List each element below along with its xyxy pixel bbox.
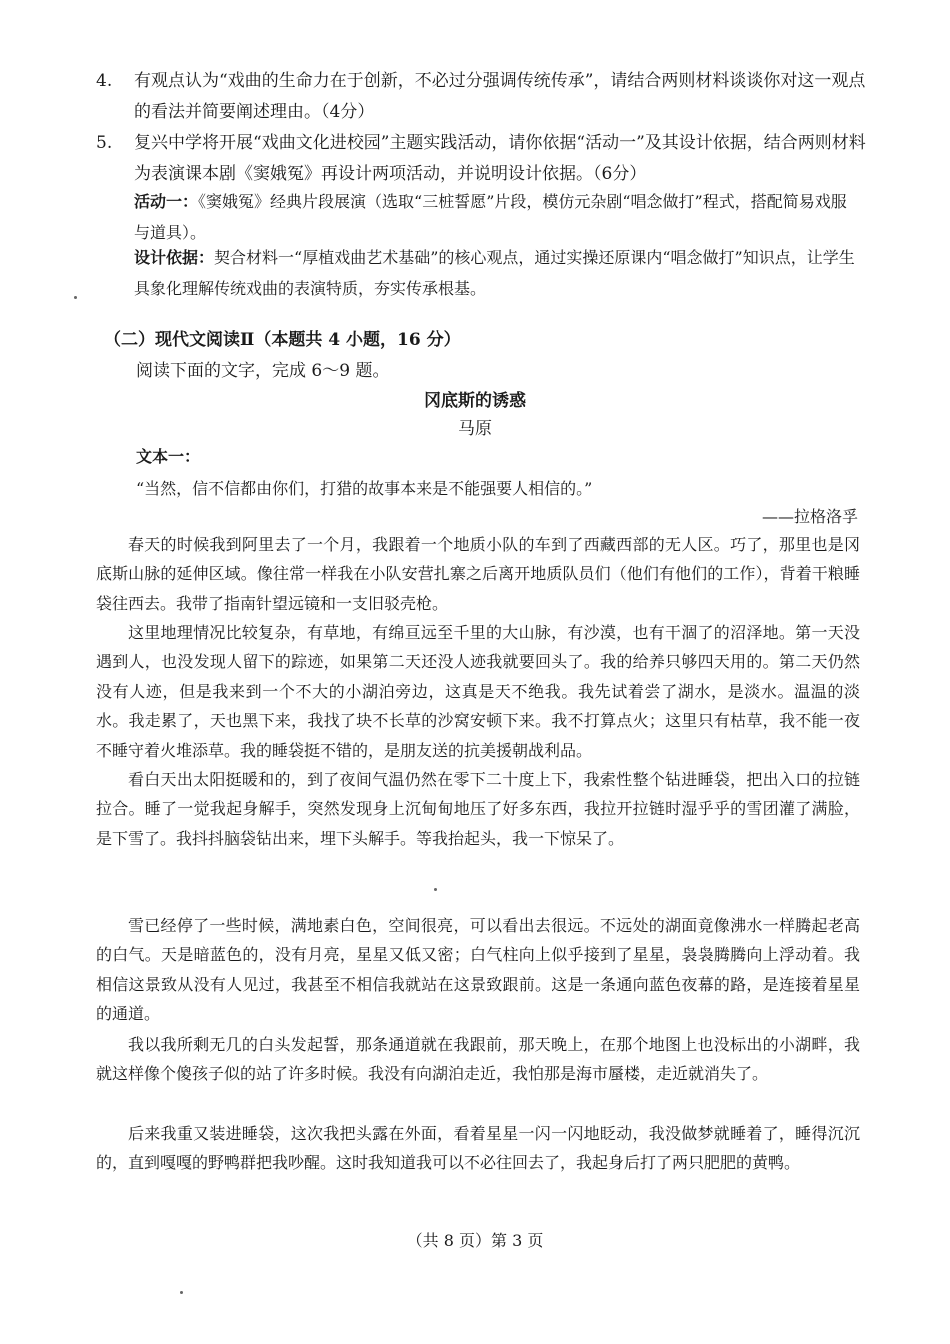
- activity-label: 活动一：: [134, 192, 199, 211]
- design-basis-text: 契合材料一“厚植戏曲艺术基础”的核心观点，通过实操还原课内“唱念做打”知识点，让学生具象化理解传统戏曲的表演特质，夯实传承根基。: [134, 248, 855, 298]
- activity-text: 《窦娥冤》经典片段展演（选取“三桩誓愿”片段，模仿元杂剧“唱念做打”程式，搭配简易戏服与道具）。: [134, 192, 847, 242]
- paragraph: 雪已经停了一些时候，满地素白色，空间很亮，可以看出去很远。不远处的湖面竟像沸水一样腾起老高的白气。天是暗蓝色的，没有月亮，星星又低又密；白气柱向上似乎接到了星星，袅袅腾腾向上浮动着。我相信这景致从没有人见过，我甚至不相信我就站在这景致跟前。这是一条通向蓝色夜幕的路，是连接着星星的通道。: [96, 916, 860, 1024]
- paragraph: 春天的时候我到阿里去了一个月，我跟着一个地质小队的车到了西藏西部的无人区。巧了，那里也是冈底斯山脉的延伸区域。像往常一样我在小队安营扎寨之后离开地质队员们（他们有他们的工作），背着干粮睡袋往西去。我带了指南针望远镜和一支旧驳壳枪。: [96, 535, 860, 613]
- design-basis-label: 设计依据：: [134, 248, 215, 267]
- question-5: [96, 128, 866, 190]
- epigraph: “当然，信不信都由你们，打猎的故事本来是不能强要人相信的。”: [136, 479, 593, 498]
- design-basis: [134, 242, 860, 304]
- scan-speck: [74, 296, 77, 299]
- question-number: 4.: [96, 71, 113, 91]
- scan-speck: [434, 888, 437, 891]
- paragraph: 我以我所剩无几的白头发起誓，那条通道就在我跟前，那天晚上，在那个地图上也没标出的小湖畔，我就这样像个傻孩子似的站了许多时候。我没有向湖泊走近，我怕那是海市蜃楼，走近就消失了。: [96, 1035, 860, 1084]
- question-text: 有观点认为“戏曲的生命力在于创新，不必过分强调传统传承”，请结合两则材料谈谈你对这一观点的看法并简要阐述理由。（4分）: [134, 71, 866, 122]
- page-footer: （共 8 页）第 3 页: [406, 1231, 544, 1250]
- epigraph-author: ——拉格洛孚: [761, 507, 858, 526]
- article-title: 冈底斯的诱惑: [424, 391, 526, 411]
- section-instruction: 阅读下面的文字，完成 6～9 题。: [136, 361, 390, 381]
- question-text: 复兴中学将开展“戏曲文化进校园”主题实践活动，请你依据“活动一”及其设计依据，结合两则材料为表演课本剧《窦娥冤》再设计两项活动，并说明设计依据。（6分）: [134, 133, 866, 184]
- activity-one: [134, 186, 860, 248]
- article-author: 马原: [458, 419, 492, 439]
- scan-speck: [180, 1291, 183, 1294]
- paragraph: 看白天出太阳挺暖和的，到了夜间气温仍然在零下二十度上下，我索性整个钻进睡袋，把出入口的拉链拉合。睡了一觉我起身解手，突然发现身上沉甸甸地压了好多东西，我拉开拉链时湿乎乎的雪团灌了满脸，是下雪了。我抖抖脑袋钻出来，埋下头解手。等我抬起头，我一下惊呆了。: [96, 770, 860, 848]
- paragraph: 后来我重又装进睡袋，这次我把头露在外面，看着星星一闪一闪地眨动，我没做梦就睡着了，睡得沉沉的，直到嘎嘎的野鸭群把我吵醒。这时我知道我可以不必往回去了，我起身后打了两只肥肥的黄鸭。: [96, 1124, 860, 1173]
- question-4: [96, 66, 866, 128]
- question-number: 5.: [96, 133, 113, 153]
- section-title: （二）现代文阅读Ⅱ（本题共 4 小题，16 分）: [104, 330, 461, 350]
- text-label: 文本一：: [136, 447, 201, 466]
- paragraph: 这里地理情况比较复杂，有草地，有绵亘远至千里的大山脉，有沙漠，也有干涸了的沼泽地。第一天没遇到人，也没发现人留下的踪迹，如果第二天还没人迹我就要回头了。我的给养只够四天用的。第二天仍然没有人迹，但是我来到一个不大的小湖泊旁边，这真是天不绝我。我先试着尝了湖水，是淡水。温温的淡水。我走累了，天也黑下来，我找了块不长草的沙窝安顿下来。我不打算点火；这里只有枯草，我不能一夜不睡守着火堆添草。我的睡袋挺不错的，是朋友送的抗美援朝战利品。: [96, 623, 860, 760]
